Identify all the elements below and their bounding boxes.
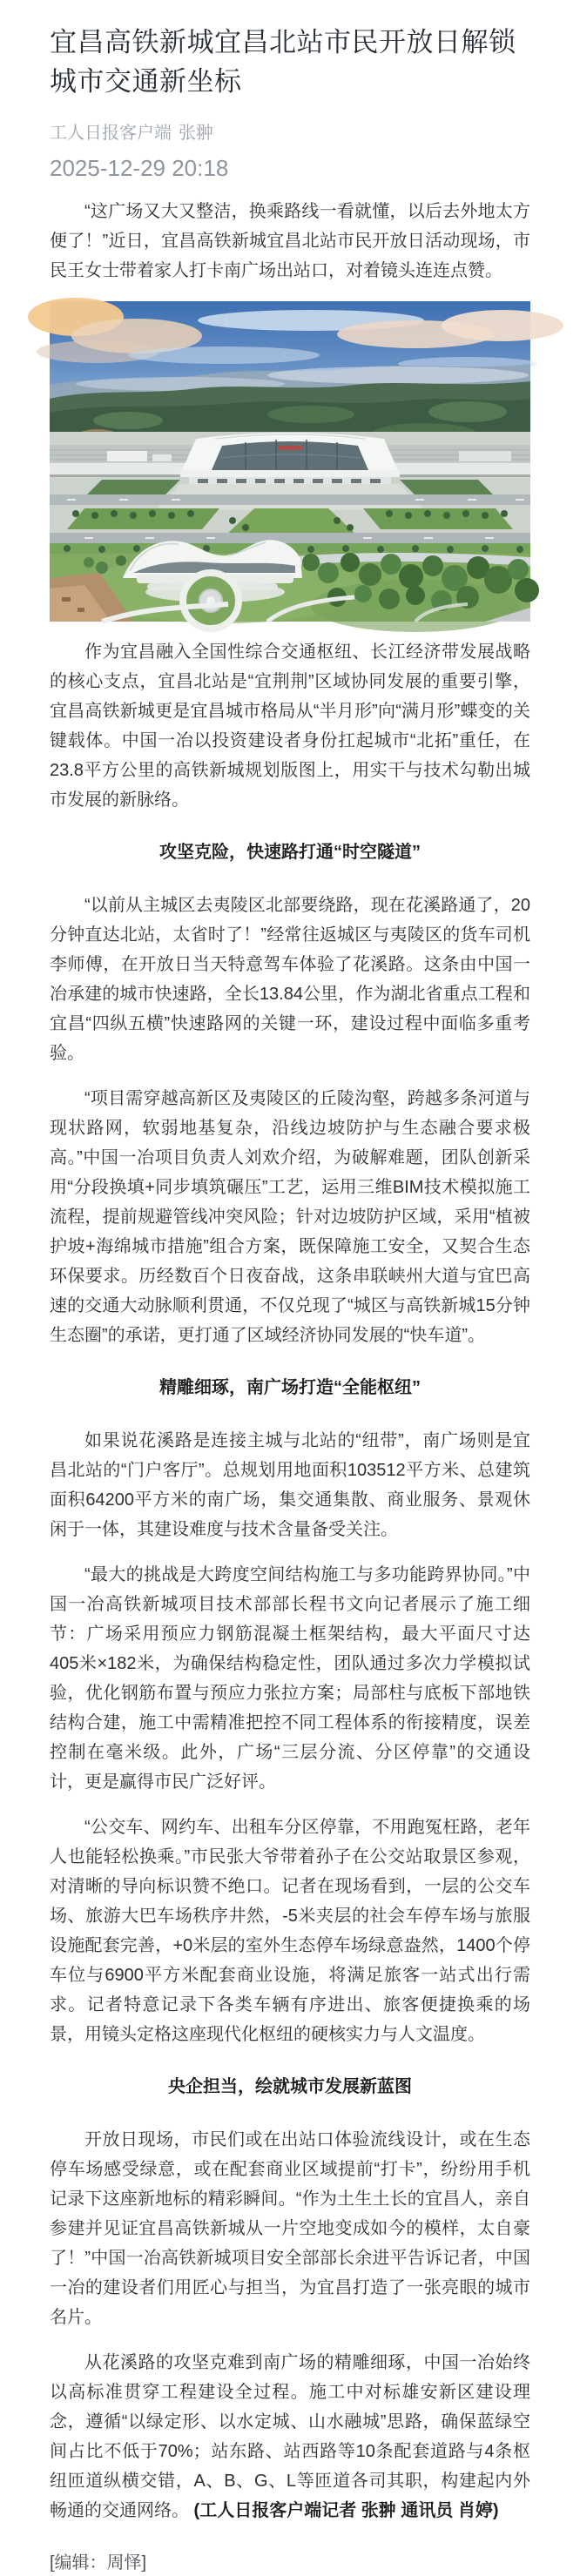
article-paragraph: 如果说花溪路是连接主城与北站的“纽带”，南广场则是宜昌北站的“门户客厅”。总规划用地面积103512平方米、总建筑面积64200平方米的南广场，集交通集散、商业服务、景观休闲于一体，其建设难度与技术含量备受关注。 xyxy=(50,1431,530,1539)
article-paragraph: 开放日现场，市民们或在出站口体验流线设计，或在生态停车场感受绿意，或在配套商业区域提前“打卡”，纷纷用手机记录下这座新地标的精彩瞬间。“作为土生土长的宜昌人，亲自参建并见证宜昌高铁新城从一片空地变成如今的模样，太自豪了！”中国一冶高铁新城项目安全部部长余进平告诉记者，中国一冶的建设者们用匠心与担当，为宜昌打造了一张亮眼的城市名片。 xyxy=(50,2130,530,2327)
article-paragraph: “以前从主城区去夷陵区北部要绕路，现在花溪路通了，20分钟直达北站，太省时了！”经常往返城区与夷陵区的货车司机李师傅，在开放日当天特意驾车体验了花溪路。这条由中国一冶承建的城市快速路，全长13.84公里，作为湖北省重点工程和宜昌“四纵五横”快速路网的关键一环，建设过程中面临多重考验。 xyxy=(50,896,530,1063)
article-title: 宜昌高铁新城宜昌北站市民开放日解锁城市交通新坐标 xyxy=(50,27,516,97)
byline xyxy=(50,122,530,145)
article-body xyxy=(50,197,530,2526)
article-paragraph: “项目需穿越高新区及夷陵区的丘陵沟壑，跨越多条河道与现状路网，软弱地基复杂，沿线边坡防护与生态融合要求极高。”中国一冶项目负责人刘欢介绍，为破解难题，团队创新采用“分段换填+同步填筑碾压”工艺，运用三维BIM技术模拟施工流程，提前规避管线冲突风险；针对边坡防护区域，采用“植被护坡+海绵城市措施”组合方案，既保障施工安全，又契合生态环保要求。历经数百个日夜奋战，这条串联峡州大道与宜巴高速的交通大动脉顺利贯通，不仅兑现了“城区与高铁新城15分钟生态圈”的承诺，更打通了区域经济协同发展的“快车道”。 xyxy=(50,1089,530,1345)
article-paragraph: “最大的挑战是大跨度空间结构施工与多功能跨界协同。”中国一冶高铁新城项目技术部部长程书文向记者展示了施工细节：广场采用预应力钢筋混凝土框架结构，最大平面尺寸达405米×182米，为确保结构稳定性，团队通过多次力学模拟试验，优化钢筋布置与预应力张拉方案；局部柱与底板下部地铁结构合建，施工中需精准把控不同工程体系的衔接精度，误差控制在毫米级。此外，广场“三层分流、分区停靠”的交通设计，更是赢得市民广泛好评。 xyxy=(50,1565,530,1792)
article-paragraph: “这广场又大又整洁，换乘路线一看就懂，以后去外地太方便了！”近日，宜昌高铁新城宜昌北站市民开放日活动现场，市民王女士带着家人打卡南广场出站口，对着镜头连连点赞。 xyxy=(50,202,530,280)
article-paragraph: “公交车、网约车、出租车分区停靠，不用跑冤枉路，老年人也能轻松换乘。”市民张大爷带着孙子在公交站取景区参观，对清晰的导向标识赞不绝口。记者在现场看到，一层的公交车场、旅游大巴车场秩序井然，-5米夹层的社会车停车场与旅服设施配套完善，+0米层的室外生态停车场绿意盎然，1400个停车位与6900平方米配套商业设施，将满足旅客一站式出行需求。记者特意记录下各类车辆有序进出、旅客便捷换乘的场景，用镜头定格这座现代化枢纽的硬核实力与人文温度。 xyxy=(50,1818,530,2044)
section-heading: 攻坚克险，快速路打通“时空隧道” xyxy=(159,843,421,862)
article-paragraph: 作为宜昌融入全国性综合交通枢纽、长江经济带发展战略的核心支点，宜昌北站是“宜荆荆”区域协同发展的重要引擎，宜昌高铁新城更是宜昌城市格局从“半月形”向“满月形”蝶变的关键载体。中国一冶以投资建设者身份扛起城市“北拓”重任，在23.8平方公里的高铁新城规划版图上，用实干与技术勾勒出城市发展的新脉络。 xyxy=(50,642,530,810)
article-photo[interactable] xyxy=(50,301,530,622)
editor-note: [编辑：周怿] xyxy=(50,2553,147,2573)
reporter-credit: (工人日报客户端记者 张翀 通讯员 肖婷) xyxy=(189,2501,499,2520)
section-heading: 精雕细琢，南广场打造“全能枢纽” xyxy=(159,1378,421,1397)
station-aerial-illustration xyxy=(50,301,530,622)
section-heading: 央企担当，绘就城市发展新蓝图 xyxy=(168,2077,412,2096)
publish-time: 2025-12-29 20:18 xyxy=(50,155,229,181)
author-name: 张翀 xyxy=(179,124,213,143)
source-name: 工人日报客户端 xyxy=(50,124,172,143)
article-paragraph: 从花溪路的攻坚克难到南广场的精雕细琢，中国一冶始终以高标准贯穿工程建设全过程。施工中对标雄安新区建设理念，遵循“以绿定形、以水定城、山水融城”思路，确保蓝绿空间占比不低于70%；站东路、站西路等10条配套道路与4条枢纽匝道纵横交错，A、B、G、L等匝道各司其职，构建起内外畅通的交通网络。 (工人日报客户端记者 张翀 通讯员 肖婷) xyxy=(50,2353,530,2520)
